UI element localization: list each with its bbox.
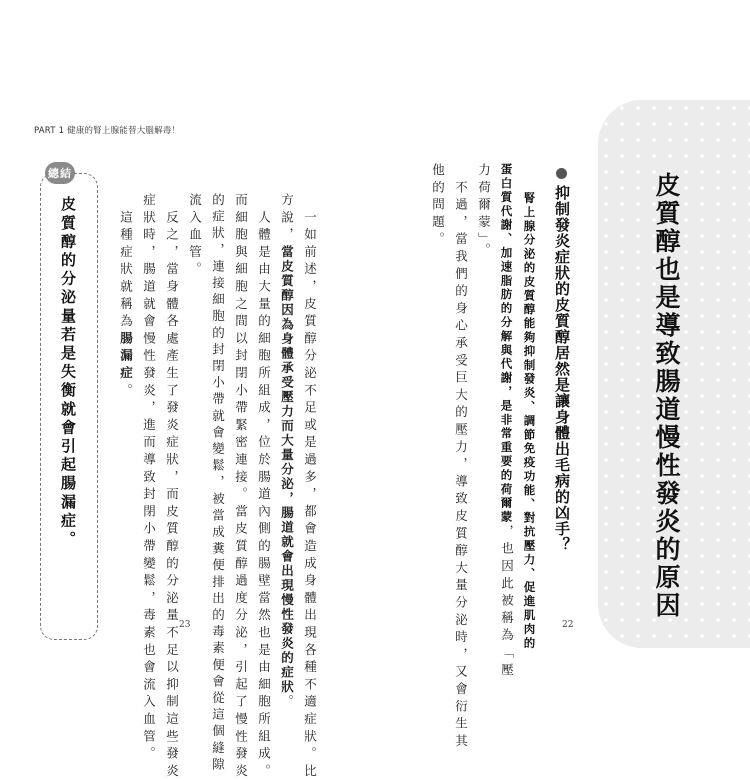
summary-text: 皮質醇的分泌量若是失衡就會引起腸漏症。: [59, 196, 77, 550]
running-header: PART 1 健康的腎上腺能替大腦解毒！: [34, 126, 181, 136]
left-paragraph-line: 流入血管。: [187, 193, 203, 280]
left-paragraph-line: [280, 193, 293, 712]
right-paragraph-line: [500, 163, 513, 680]
bold-run: 當皮質醇因為身體承受壓力而大量分泌，腸道就會出現慢性發炎的症狀: [279, 244, 295, 695]
normal-run: 方說，: [279, 193, 295, 245]
bold-run: 腸漏症: [118, 331, 134, 384]
left-paragraph-line: 症狀時，腸道就會慢性發炎，進而導致封閉小帶變鬆，毒素也會流入血管。: [141, 193, 157, 764]
normal-run: 。: [279, 694, 295, 712]
left-paragraph-line: 的症狀，連接細胞的封閉小帶就會變鬆，被當成糞便排出的毒素便會從這個縫隙: [210, 193, 226, 774]
left-paragraph-line: 一如前述，皮質醇分泌不足或是過多，都會造成身體出現各種不適症狀。比: [302, 193, 318, 781]
left-paragraph-line: 反之，當身體各處產生了發炎症狀，而皮質醇的分泌量不足以抑制這些發炎: [164, 193, 180, 781]
left-paragraph-line: [119, 193, 132, 401]
right-paragraph-line: 腎上腺分泌的皮質醇能夠抑制發炎、調節免疫功能、對抗壓力、促進肌肉的: [522, 178, 537, 651]
normal-run: 這種症狀就稱為: [118, 193, 134, 332]
normal-run: 。: [118, 383, 134, 401]
left-paragraph-line: 人體是由大量的細胞所組成，位於腸道內側的腸壁當然也是由細胞所組成。: [256, 193, 272, 781]
bold-run: 蛋白質代謝、加速脂肪的分解與代謝，是非常重要的荷爾蒙: [499, 163, 514, 525]
chapter-title: 皮質醇也是導致腸道慢性發炎的原因: [652, 172, 681, 620]
page-number: 22: [562, 620, 574, 630]
left-paragraph-line: 而細胞與細胞之間以封閉小帶緊密連接。當皮質醇過度分泌，引起了慢性發炎: [233, 193, 249, 781]
right-paragraph-line: 力荷爾蒙」。: [476, 163, 492, 261]
section-bullet-icon: [556, 168, 567, 179]
right-paragraph-line: 不過，當我們的身心承受巨大的壓力，導致皮質醇大量分泌時，又會衍生其: [453, 163, 469, 752]
normal-run: ，也因此被稱為「壓: [499, 524, 515, 681]
page-number: 23: [179, 620, 191, 630]
section-heading: 抑制發炎症狀的皮質醇居然是讓身體出毛病的凶手？: [553, 185, 571, 553]
right-paragraph-line: 他的問題。: [430, 163, 446, 250]
summary-badge: 總結: [45, 162, 75, 184]
